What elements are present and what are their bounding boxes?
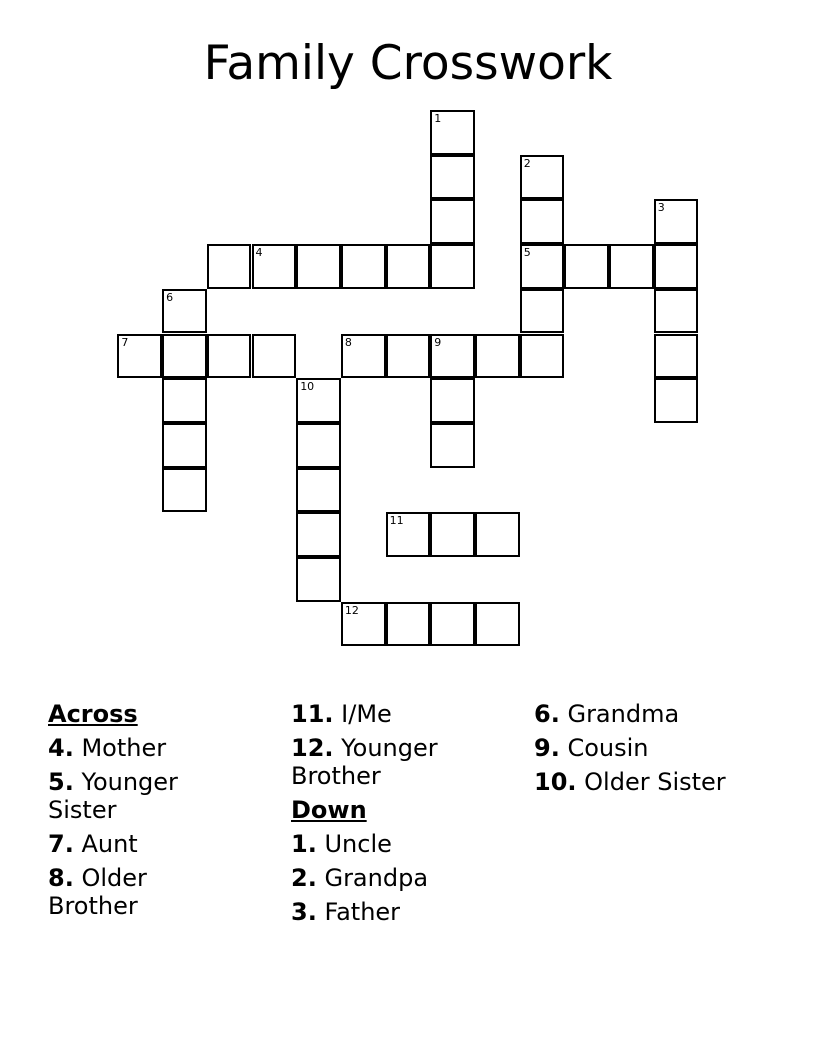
down-heading: Down — [291, 796, 367, 824]
clue-number: 10. — [534, 768, 577, 796]
clue-down-2 — [291, 864, 521, 892]
clue-text: Grandma — [567, 700, 680, 728]
clue-text: I/Me — [341, 700, 392, 728]
clue-column-1 — [48, 700, 278, 926]
grid-cell[interactable] — [430, 378, 475, 423]
grid-cell[interactable] — [252, 334, 297, 379]
puzzle-title: Family Crosswork — [203, 36, 613, 91]
grid-cell[interactable] — [475, 602, 520, 647]
grid-cell[interactable] — [296, 244, 341, 289]
grid-cell[interactable] — [296, 557, 341, 602]
grid-cell[interactable] — [654, 244, 699, 289]
clue-across-12 — [291, 734, 461, 790]
grid-cell[interactable] — [430, 334, 475, 379]
grid-cell[interactable] — [386, 602, 431, 647]
clue-number-label: 8 — [344, 335, 352, 349]
clue-text: Grandpa — [324, 864, 429, 892]
grid-cell[interactable] — [162, 289, 207, 334]
clue-text: Older Sister — [584, 768, 726, 796]
clue-number-label: 6 — [166, 290, 174, 304]
across-heading: Across — [48, 700, 138, 728]
grid-cell[interactable] — [341, 602, 386, 647]
grid-cell[interactable] — [162, 468, 207, 513]
grid-cell[interactable] — [654, 289, 699, 334]
clue-number-label: 5 — [523, 246, 531, 260]
grid-cell[interactable] — [162, 378, 207, 423]
clue-number-label: 4 — [255, 246, 263, 260]
grid-cell[interactable] — [430, 602, 475, 647]
clue-number: 12. — [291, 734, 334, 762]
grid-cell[interactable] — [252, 244, 297, 289]
clue-number: 3. — [291, 898, 317, 926]
clue-number-label: 10 — [300, 380, 315, 394]
grid-cell[interactable] — [296, 468, 341, 513]
grid-cell[interactable] — [564, 244, 609, 289]
clue-across-4 — [48, 734, 278, 762]
clue-number-label: 12 — [344, 603, 359, 617]
grid-cell[interactable] — [386, 512, 431, 557]
clue-across-11 — [291, 700, 521, 728]
clue-text: Father — [324, 898, 401, 926]
clue-column-2 — [291, 700, 521, 932]
clue-text: Younger Sister — [48, 768, 178, 824]
clue-down-9 — [534, 734, 794, 762]
clue-number-label: 3 — [657, 201, 665, 215]
clue-number-label: 2 — [523, 156, 531, 170]
clue-number: 7. — [48, 830, 74, 858]
grid-cell[interactable] — [162, 334, 207, 379]
clue-number: 2. — [291, 864, 317, 892]
clue-text: Aunt — [81, 830, 138, 858]
grid-cell[interactable] — [430, 155, 475, 200]
grid-cell[interactable] — [296, 378, 341, 423]
clue-across-8 — [48, 864, 168, 920]
grid-cell[interactable] — [654, 334, 699, 379]
grid-cell[interactable] — [430, 199, 475, 244]
grid-cell[interactable] — [386, 244, 431, 289]
clue-number: 11. — [291, 700, 334, 728]
clue-number-label: 9 — [434, 335, 442, 349]
grid-cell[interactable] — [430, 110, 475, 155]
grid-cell[interactable] — [296, 512, 341, 557]
clue-text: Mother — [81, 734, 167, 762]
clue-down-1 — [291, 830, 521, 858]
clue-down-10 — [534, 768, 794, 796]
grid-cell[interactable] — [520, 334, 565, 379]
clue-number-label: 7 — [121, 335, 129, 349]
grid-cell[interactable] — [430, 512, 475, 557]
grid-cell[interactable] — [609, 244, 654, 289]
grid-cell[interactable] — [520, 155, 565, 200]
grid-cell[interactable] — [207, 244, 252, 289]
grid-cell[interactable] — [520, 199, 565, 244]
clue-text: Cousin — [567, 734, 649, 762]
clue-across-7 — [48, 830, 278, 858]
clue-across-5 — [48, 768, 198, 824]
clue-down-3 — [291, 898, 521, 926]
clue-number-label: 1 — [434, 112, 442, 125]
clue-down-6 — [534, 700, 794, 728]
clue-number: 9. — [534, 734, 560, 762]
clue-text: Younger Brother — [291, 734, 438, 790]
grid-cell[interactable] — [162, 423, 207, 468]
grid-cell[interactable] — [654, 378, 699, 423]
grid-cell[interactable] — [475, 512, 520, 557]
grid-cell[interactable] — [654, 199, 699, 244]
grid-cell[interactable] — [117, 334, 162, 379]
clue-number: 5. — [48, 768, 74, 796]
grid-cell[interactable] — [520, 289, 565, 334]
grid-cell[interactable] — [341, 334, 386, 379]
grid-cell[interactable] — [475, 334, 520, 379]
grid-cell[interactable] — [386, 334, 431, 379]
grid-cell[interactable] — [341, 244, 386, 289]
grid-cell[interactable] — [430, 423, 475, 468]
clue-number: 6. — [534, 700, 560, 728]
clue-number: 1. — [291, 830, 317, 858]
clue-number: 4. — [48, 734, 74, 762]
grid-cell[interactable] — [520, 244, 565, 289]
clue-column-3 — [534, 700, 794, 802]
grid-cell[interactable] — [430, 244, 475, 289]
clue-text: Uncle — [324, 830, 392, 858]
clue-number: 8. — [48, 864, 74, 892]
grid-cell[interactable] — [207, 334, 252, 379]
grid-cell[interactable] — [296, 423, 341, 468]
clue-text: Older Brother — [48, 864, 147, 920]
clue-number-label: 11 — [389, 514, 404, 528]
